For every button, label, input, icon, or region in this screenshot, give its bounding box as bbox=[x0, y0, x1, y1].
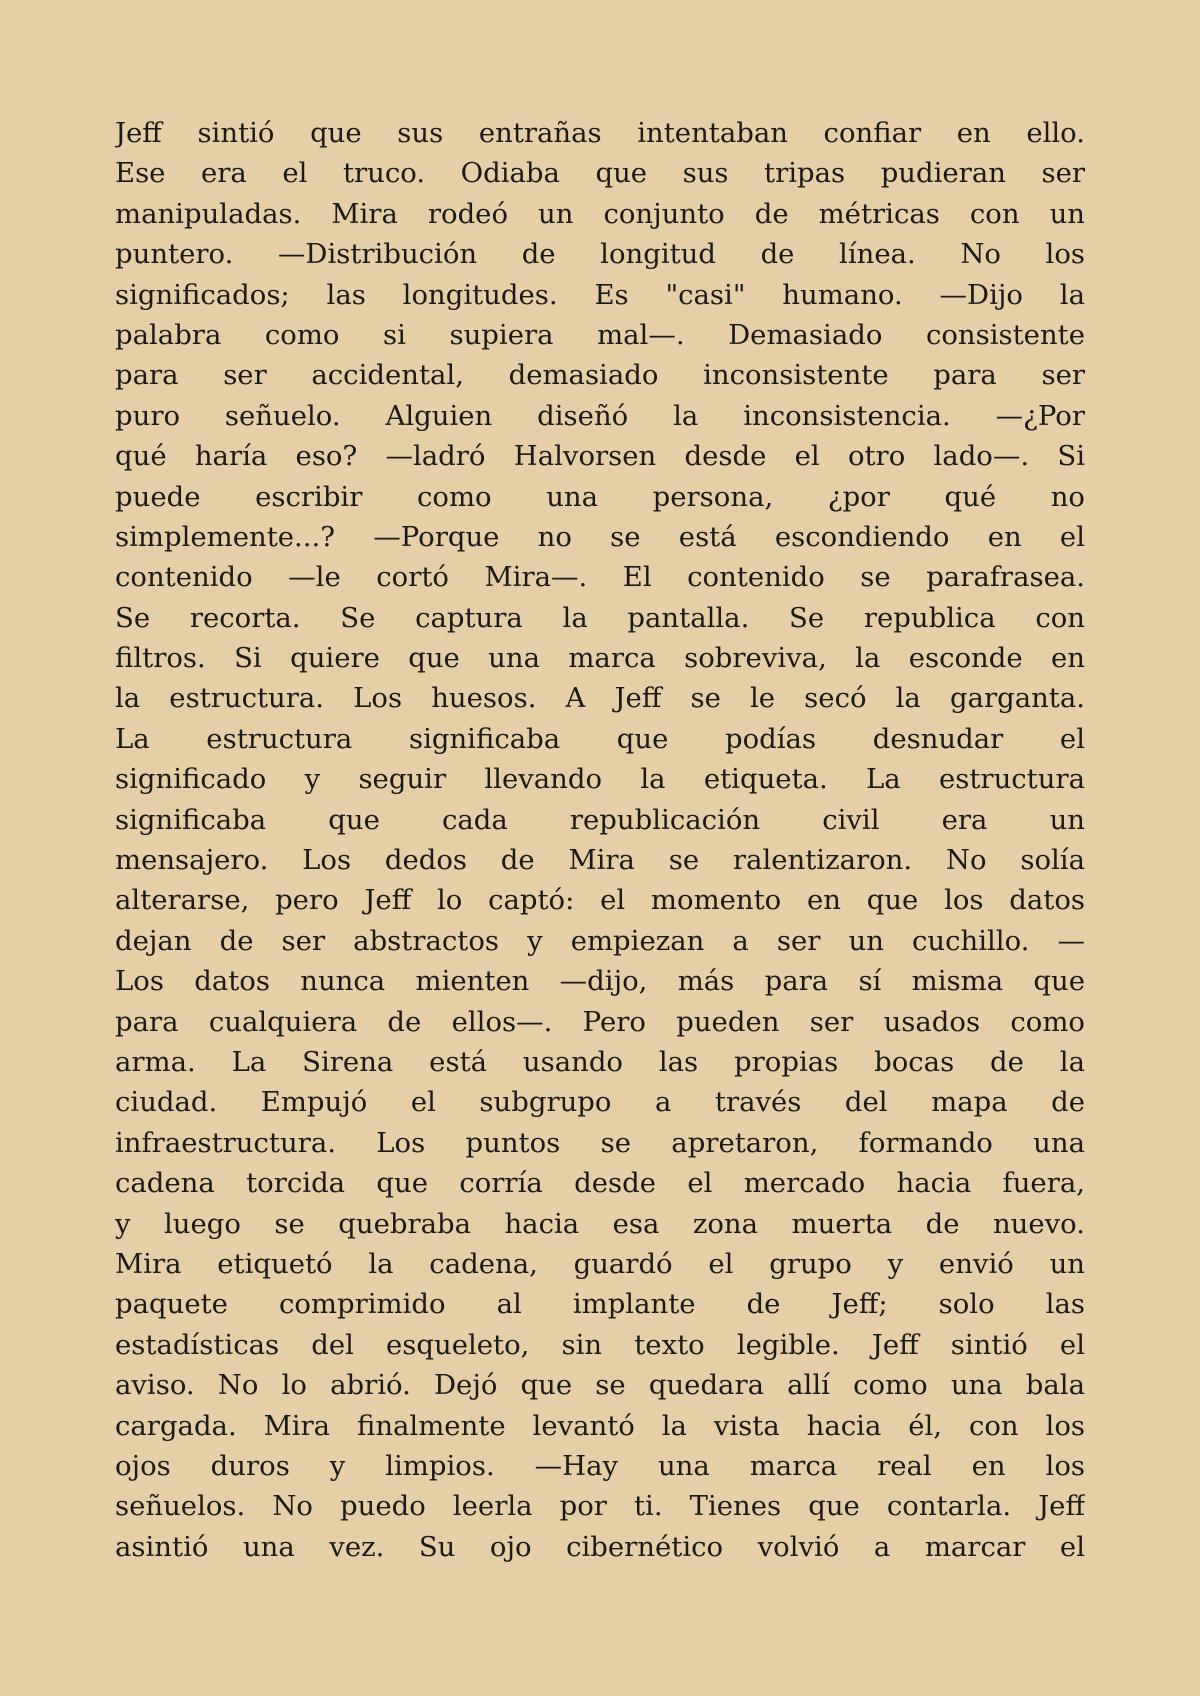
text-line: cargada. Mira finalmente levantó la vista hacia él, con los bbox=[115, 1409, 1085, 1442]
text-line: asintió una vez. Su ojo cibernético volvió a marcar el bbox=[115, 1530, 1085, 1563]
text-line: paquete comprimido al implante de Jeff; solo las bbox=[115, 1288, 1085, 1321]
text-line: y luego se quebraba hacia esa zona muerta de nuevo. bbox=[115, 1207, 1085, 1240]
text-line: Se recorta. Se captura la pantalla. Se republica con bbox=[115, 601, 1085, 634]
text-line: La estructura significaba que podías desnudar el bbox=[115, 722, 1085, 755]
text-line: la estructura. Los huesos. A Jeff se le secó la garganta. bbox=[115, 682, 1085, 715]
text-line: ojos duros y limpios. —Hay una marca real en los bbox=[115, 1449, 1085, 1482]
text-line: contenido —le cortó Mira—. El contenido se parafrasea. bbox=[115, 561, 1085, 594]
text-line: puede escribir como una persona, ¿por qué no bbox=[115, 480, 1085, 513]
text-line: Mira etiquetó la cadena, guardó el grupo y envió un bbox=[115, 1247, 1085, 1280]
text-line: para ser accidental, demasiado inconsistente para ser bbox=[115, 359, 1085, 392]
text-line: qué haría eso? —ladró Halvorsen desde el otro lado—. Si bbox=[115, 440, 1085, 473]
text-line: puntero. —Distribución de longitud de línea. No los bbox=[115, 238, 1085, 271]
text-line: manipuladas. Mira rodeó un conjunto de métricas con un bbox=[115, 197, 1085, 230]
text-line: dejan de ser abstractos y empiezan a ser un cuchillo. — bbox=[115, 924, 1085, 957]
text-line: aviso. No lo abrió. Dejó que se quedara allí como una bala bbox=[115, 1369, 1085, 1402]
text-line: significado y seguir llevando la etiqueta. La estructura bbox=[115, 763, 1085, 796]
text-line: arma. La Sirena está usando las propias bocas de la bbox=[115, 1045, 1085, 1078]
text-line: infraestructura. Los puntos se apretaron, formando una bbox=[115, 1126, 1085, 1159]
text-line: cadena torcida que corría desde el mercado hacia fuera, bbox=[115, 1167, 1085, 1200]
text-line: Jeff sintió que sus entrañas intentaban confiar en ello. bbox=[115, 117, 1085, 149]
text-line: para cualquiera de ellos—. Pero pueden ser usados como bbox=[115, 1005, 1085, 1038]
text-line: simplemente...? —Porque no se está escondiendo en el bbox=[115, 520, 1085, 553]
text-line: mensajero. Los dedos de Mira se ralentizaron. No solía bbox=[115, 844, 1085, 877]
text-line: significados; las longitudes. Es "casi" humano. —Dijo la bbox=[115, 278, 1085, 311]
text-line: puro señuelo. Alguien diseñó la inconsistencia. —¿Por bbox=[115, 399, 1085, 432]
text-line: Los datos nunca mienten —dijo, más para sí misma que bbox=[115, 965, 1085, 998]
text-line: ciudad. Empujó el subgrupo a través del mapa de bbox=[115, 1086, 1085, 1119]
text-line: estadísticas del esqueleto, sin texto legible. Jeff sintió el bbox=[115, 1328, 1085, 1361]
text-line: palabra como si supiera mal—. Demasiado consistente bbox=[115, 318, 1085, 351]
text-line: filtros. Si quiere que una marca sobreviva, la esconde en bbox=[115, 642, 1085, 675]
text-line: señuelos. No puedo leerla por ti. Tienes que contarla. Jeff bbox=[115, 1490, 1085, 1523]
page-text-block bbox=[115, 113, 1085, 1567]
text-line: Ese era el truco. Odiaba que sus tripas pudieran ser bbox=[115, 157, 1085, 190]
text-line: alterarse, pero Jeff lo captó: el momento en que los datos bbox=[115, 884, 1085, 917]
text-line: significaba que cada republicación civil era un bbox=[115, 803, 1085, 836]
